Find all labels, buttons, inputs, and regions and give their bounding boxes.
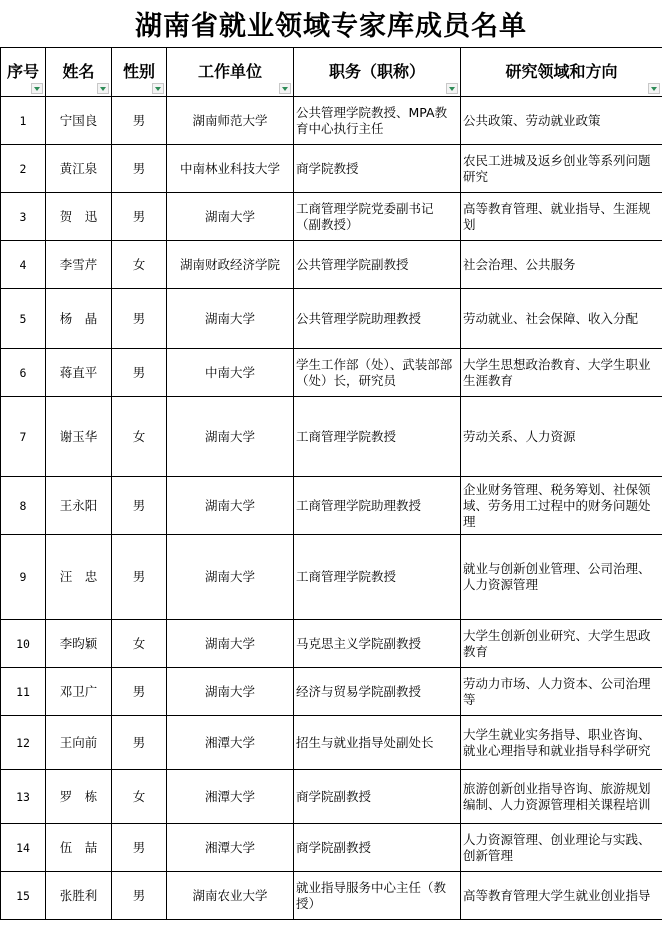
header-unit — [167, 48, 294, 97]
cell-position[interactable]: 工商管理学院助理教授 — [294, 477, 461, 535]
cell-gender[interactable]: 男 — [112, 477, 167, 535]
cell-name[interactable]: 蒋直平 — [46, 349, 112, 397]
table-row — [1, 770, 662, 824]
cell-name[interactable]: 汪 忠 — [46, 535, 112, 620]
cell-field[interactable]: 社会治理、公共服务 — [461, 241, 662, 289]
cell-unit[interactable]: 湖南大学 — [167, 289, 294, 349]
cell-field[interactable]: 劳动就业、社会保障、收入分配 — [461, 289, 662, 349]
cell-field[interactable]: 劳动关系、人力资源 — [461, 397, 662, 477]
cell-position[interactable]: 马克思主义学院副教授 — [294, 620, 461, 668]
table-row — [1, 716, 662, 770]
cell-name[interactable]: 罗 栋 — [46, 770, 112, 824]
table-row — [1, 824, 662, 872]
filter-dropdown-icon[interactable] — [152, 83, 164, 94]
header-no — [1, 48, 46, 97]
cell-field[interactable]: 人力资源管理、创业理论与实践、创新管理 — [461, 824, 662, 872]
cell-position[interactable]: 商学院副教授 — [294, 770, 461, 824]
cell-position[interactable]: 招生与就业指导处副处长 — [294, 716, 461, 770]
cell-unit[interactable]: 湖南大学 — [167, 477, 294, 535]
cell-name[interactable]: 李昀颖 — [46, 620, 112, 668]
cell-position[interactable]: 公共管理学院教授、MPA教育中心执行主任 — [294, 97, 461, 145]
header-label: 性别 — [122, 62, 155, 81]
cell-gender[interactable]: 男 — [112, 97, 167, 145]
cell-no[interactable]: 5 — [1, 289, 46, 349]
table-row — [1, 872, 662, 920]
cell-field[interactable]: 劳动力市场、人力资本、公司治理等 — [461, 668, 662, 716]
header-name — [46, 48, 112, 97]
cell-no[interactable]: 12 — [1, 716, 46, 770]
filter-dropdown-icon[interactable] — [97, 83, 109, 94]
table-row — [1, 349, 662, 397]
cell-gender[interactable]: 女 — [112, 620, 167, 668]
cell-gender[interactable]: 男 — [112, 668, 167, 716]
table-row — [1, 193, 662, 241]
header-field — [461, 48, 662, 97]
cell-position[interactable]: 就业指导服务中心主任（教授） — [294, 872, 461, 920]
table-row — [1, 620, 662, 668]
table-row — [1, 535, 662, 620]
cell-field[interactable]: 旅游创新创业指导咨询、旅游规划编制、人力资源管理相关课程培训 — [461, 770, 662, 824]
header-gender — [112, 48, 167, 97]
header-label: 姓名 — [62, 62, 95, 81]
cell-name[interactable]: 李雪芹 — [46, 241, 112, 289]
cell-name[interactable]: 张胜利 — [46, 872, 112, 920]
cell-unit[interactable]: 湖南大学 — [167, 193, 294, 241]
cell-gender[interactable]: 男 — [112, 289, 167, 349]
cell-position[interactable]: 学生工作部（处）、武装部部（处）长，研究员 — [294, 349, 461, 397]
page-title: 湖南省就业领域专家库成员名单 — [135, 11, 527, 42]
cell-field[interactable]: 大学生就业实务指导、职业咨询、就业心理指导和就业指导科学研究 — [461, 716, 662, 770]
cell-name[interactable]: 贺 迅 — [46, 193, 112, 241]
cell-field[interactable]: 企业财务管理、税务筹划、社保领域、劳务用工过程中的财务问题处理 — [461, 477, 662, 535]
filter-dropdown-icon[interactable] — [279, 83, 291, 94]
table-row — [1, 97, 662, 145]
cell-unit[interactable]: 湘潭大学 — [167, 770, 294, 824]
cell-position[interactable]: 工商管理学院教授 — [294, 535, 461, 620]
cell-unit[interactable]: 湖南大学 — [167, 535, 294, 620]
cell-gender[interactable]: 女 — [112, 397, 167, 477]
cell-no[interactable]: 6 — [1, 349, 46, 397]
expert-table — [0, 47, 662, 920]
cell-unit[interactable]: 中南林业科技大学 — [167, 145, 294, 193]
cell-position[interactable]: 公共管理学院副教授 — [294, 241, 461, 289]
cell-no[interactable]: 10 — [1, 620, 46, 668]
cell-unit[interactable]: 湘潭大学 — [167, 716, 294, 770]
table-row — [1, 397, 662, 477]
header-position — [294, 48, 461, 97]
cell-name[interactable]: 邓卫广 — [46, 668, 112, 716]
header-label: 工作单位 — [197, 62, 262, 81]
cell-no[interactable]: 1 — [1, 97, 46, 145]
cell-gender[interactable]: 男 — [112, 145, 167, 193]
cell-unit[interactable]: 湘潭大学 — [167, 824, 294, 872]
cell-no[interactable]: 9 — [1, 535, 46, 620]
cell-unit[interactable]: 湖南大学 — [167, 668, 294, 716]
cell-no[interactable]: 13 — [1, 770, 46, 824]
cell-gender[interactable]: 男 — [112, 824, 167, 872]
cell-gender[interactable]: 女 — [112, 770, 167, 824]
cell-gender[interactable]: 男 — [112, 193, 167, 241]
cell-field[interactable]: 就业与创新创业管理、公司治理、人力资源管理 — [461, 535, 662, 620]
cell-position[interactable]: 公共管理学院助理教授 — [294, 289, 461, 349]
cell-name[interactable]: 杨 晶 — [46, 289, 112, 349]
cell-name[interactable]: 黄江泉 — [46, 145, 112, 193]
cell-gender[interactable]: 男 — [112, 716, 167, 770]
cell-field[interactable]: 高等教育管理大学生就业创业指导 — [461, 872, 662, 920]
cell-gender[interactable]: 女 — [112, 241, 167, 289]
cell-gender[interactable]: 男 — [112, 535, 167, 620]
table-row — [1, 668, 662, 716]
cell-gender[interactable]: 男 — [112, 872, 167, 920]
cell-name[interactable]: 宁国良 — [46, 97, 112, 145]
cell-unit[interactable]: 湖南大学 — [167, 620, 294, 668]
cell-no[interactable]: 4 — [1, 241, 46, 289]
cell-no[interactable]: 7 — [1, 397, 46, 477]
cell-no[interactable]: 2 — [1, 145, 46, 193]
cell-name[interactable]: 谢玉华 — [46, 397, 112, 477]
cell-name[interactable]: 王永阳 — [46, 477, 112, 535]
cell-no[interactable]: 11 — [1, 668, 46, 716]
cell-position[interactable]: 经济与贸易学院副教授 — [294, 668, 461, 716]
table-row — [1, 145, 662, 193]
header-label: 研究领域和方向 — [505, 62, 618, 81]
cell-position[interactable]: 商学院副教授 — [294, 824, 461, 872]
cell-field[interactable]: 高等教育管理、就业指导、生涯规划 — [461, 193, 662, 241]
table-row — [1, 477, 662, 535]
table-body — [1, 97, 662, 920]
cell-name[interactable]: 王向前 — [46, 716, 112, 770]
cell-position[interactable]: 商学院教授 — [294, 145, 461, 193]
cell-field[interactable]: 大学生思想政治教育、大学生职业生涯教育 — [461, 349, 662, 397]
cell-unit[interactable]: 湖南财政经济学院 — [167, 241, 294, 289]
header-row — [1, 48, 662, 97]
cell-name[interactable]: 伍 喆 — [46, 824, 112, 872]
cell-gender[interactable]: 男 — [112, 349, 167, 397]
filter-dropdown-icon[interactable] — [446, 83, 458, 94]
header-label: 序号 — [6, 62, 39, 81]
header-label: 职务（职称） — [328, 62, 425, 81]
table-row — [1, 289, 662, 349]
cell-unit[interactable]: 中南大学 — [167, 349, 294, 397]
filter-dropdown-icon[interactable] — [648, 83, 660, 94]
cell-no[interactable]: 14 — [1, 824, 46, 872]
cell-field[interactable]: 公共政策、劳动就业政策 — [461, 97, 662, 145]
cell-no[interactable]: 15 — [1, 872, 46, 920]
cell-no[interactable]: 3 — [1, 193, 46, 241]
cell-field[interactable]: 农民工进城及返乡创业等系列问题研究 — [461, 145, 662, 193]
cell-unit[interactable]: 湖南师范大学 — [167, 97, 294, 145]
cell-position[interactable]: 工商管理学院党委副书记（副教授） — [294, 193, 461, 241]
cell-position[interactable]: 工商管理学院教授 — [294, 397, 461, 477]
cell-field[interactable]: 大学生创新创业研究、大学生思政教育 — [461, 620, 662, 668]
cell-no[interactable]: 8 — [1, 477, 46, 535]
cell-unit[interactable]: 湖南大学 — [167, 397, 294, 477]
cell-unit[interactable]: 湖南农业大学 — [167, 872, 294, 920]
filter-dropdown-icon[interactable] — [31, 83, 43, 94]
table-row — [1, 241, 662, 289]
